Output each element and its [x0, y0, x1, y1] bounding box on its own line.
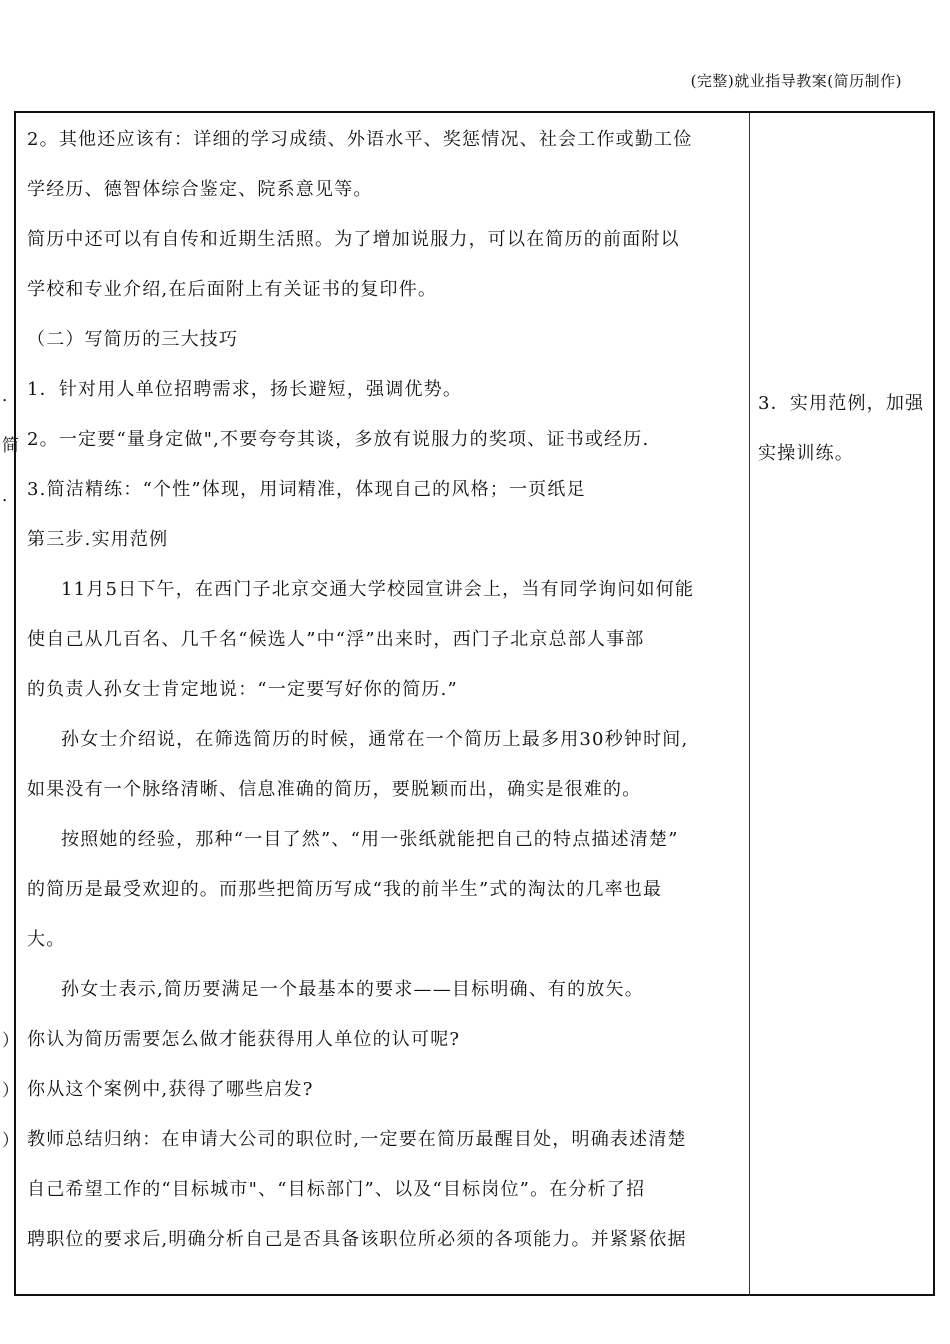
- section-heading: 第三步.实用范例: [27, 529, 169, 550]
- content-line: 2。其他还应该有：详细的学习成绩、外语水平、奖惩情况、社会工作或勤工俭: [27, 129, 693, 150]
- edge-mark: ．: [2, 386, 19, 406]
- content-line: 如果没有一个脉络清晰、信息准确的简历，要脱颖而出，确实是很难的。: [27, 779, 642, 800]
- content-line: 自己希望工作的“目标城市"、“目标部门”、以及“目标岗位”。在分析了招: [27, 1179, 646, 1200]
- edge-mark: ）: [2, 1081, 19, 1101]
- section-heading: （二）写简历的三大技巧: [27, 329, 239, 350]
- side-note-line: 3．实用范例，加强: [758, 393, 925, 414]
- content-line: 教师总结归纳：在申请大公司的职位时,一定要在简历最醒目处，明确表述清楚: [27, 1129, 687, 1150]
- content-line: 的负责人孙女士肯定地说：“一定要写好你的简历.”: [27, 679, 458, 700]
- content-line: 1．针对用人单位招聘需求，扬长避短，强调优势。: [27, 379, 463, 400]
- content-line: 孙女士介绍说，在筛选简历的时候，通常在一个简历上最多用30秒钟时间,: [61, 729, 689, 750]
- content-line: 孙女士表示,简历要满足一个最基本的要求——目标明确、有的放矢。: [61, 979, 644, 1000]
- content-line: 学经历、德智体综合鉴定、院系意见等。: [27, 179, 373, 200]
- document-header: (完整)就业指导教案(简历制作): [690, 72, 902, 90]
- question-line: 你认为简历需要怎么做才能获得用人单位的认可呢?: [27, 1029, 461, 1050]
- content-line: 2。一定要“量身定做",不要夸夸其谈，多放有说服力的奖项、证书或经历.: [27, 429, 650, 450]
- question-line: 你从这个案例中,获得了哪些启发?: [27, 1079, 314, 1100]
- edge-mark: 简: [2, 436, 19, 456]
- edge-mark: ）: [2, 1031, 19, 1051]
- content-line: 学校和专业介绍,在后面附上有关证书的复印件。: [27, 279, 438, 300]
- content-line: 简历中还可以有自传和近期生活照。为了增加说服力，可以在简历的前面附以: [27, 229, 680, 250]
- content-line: 的简历是最受欢迎的。而那些把简历写成“我的前半生”式的淘汰的几率也最: [27, 879, 663, 900]
- content-line: 使自己从几百名、几千名“候选人”中“浮”出来时，西门子北京总部人事部: [27, 629, 645, 650]
- side-note-line: 实操训练。: [758, 443, 854, 464]
- column-divider: [749, 113, 750, 1294]
- edge-mark: ）: [2, 1131, 19, 1151]
- content-line: 聘职位的要求后,明确分析自己是否具备该职位所必须的各项能力。并紧紧依据: [27, 1229, 687, 1250]
- content-line: 大。: [27, 929, 66, 950]
- edge-mark: ．: [2, 486, 19, 506]
- content-line: 11月5日下午，在西门子北京交通大学校园宣讲会上，当有同学询问如何能: [61, 579, 695, 600]
- content-line: 3.简洁精练：“个性”体现，用词精准，体现自己的风格；一页纸足: [27, 479, 586, 500]
- content-line: 按照她的经验，那种“一目了然”、“用一张纸就能把自己的特点描述清楚”: [61, 829, 679, 850]
- lesson-table: [2, 111, 935, 1296]
